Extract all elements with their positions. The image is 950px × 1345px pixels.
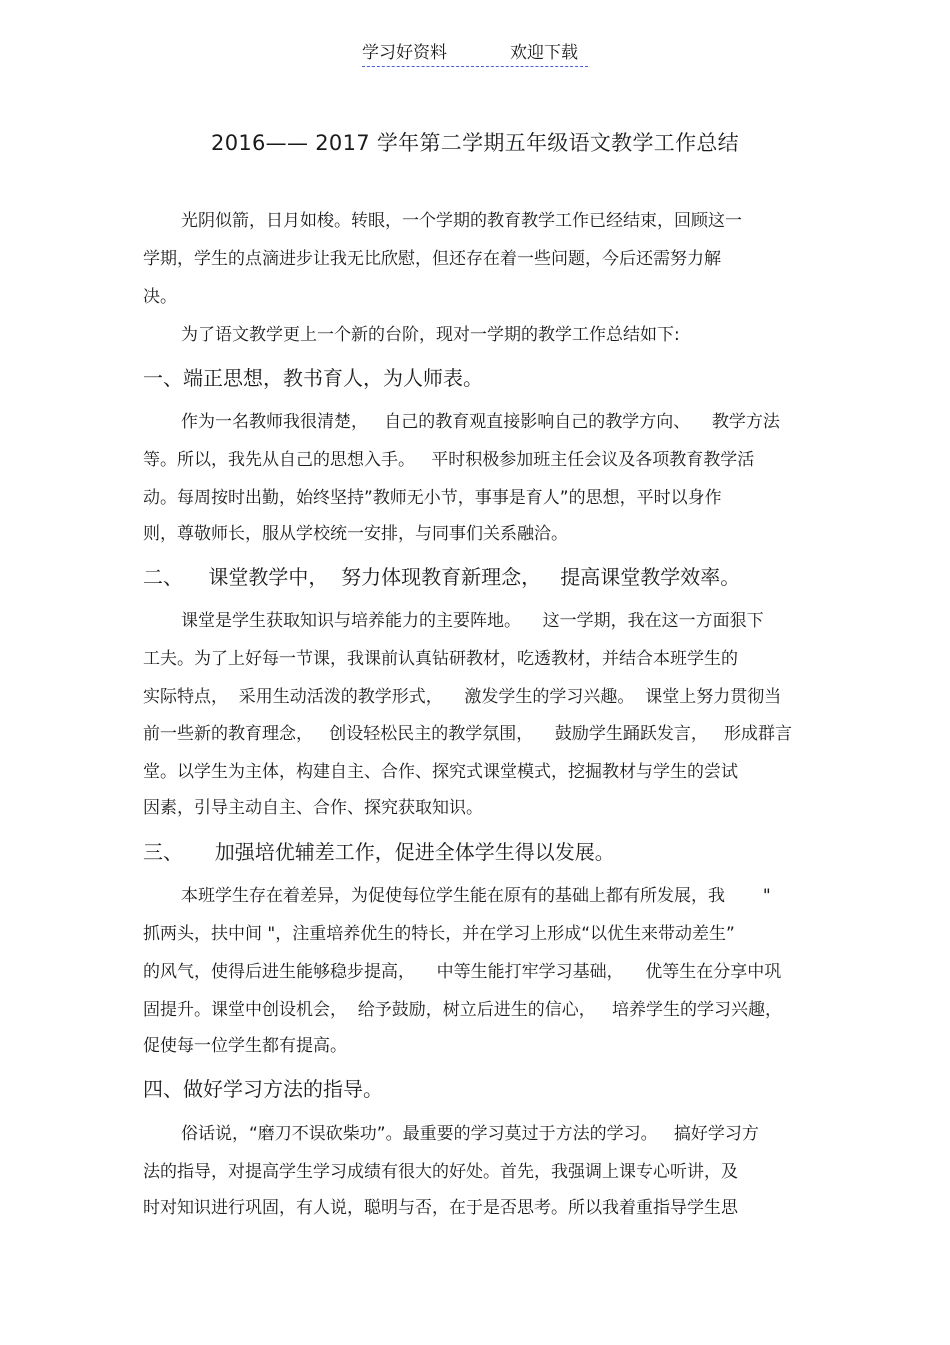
paragraph-line: 光阴似箭，日月如梭。转眼，一个学期的教育教学工作已经结束，回顾这一 — [181, 211, 742, 231]
paragraph-line: 为了语文教学更上一个新的台阶，现对一学期的教学工作总结如下: — [181, 325, 680, 345]
paragraph-line: 的风气，使得后进生能够稳步提高， 中等生能打牢学习基础， 优等生在分享中巩 — [143, 962, 782, 982]
document-title: 2016—— 2017 学年第二学期五年级语文教学工作总结 — [211, 131, 739, 155]
section-heading: 一、端正思想，教书育人，为人师表。 — [143, 366, 483, 390]
paragraph-line: 促使每一位学生都有提高。 — [143, 1036, 347, 1056]
paragraph-line: 工夫。为了上好每一节课，我课前认真钻研教材，吃透教材，并结合本班学生的 — [143, 649, 738, 669]
paragraph-line: 时对知识进行巩固，有人说，聪明与否，在于是否思考。所以我着重指导学生思 — [143, 1198, 738, 1218]
paragraph-line: 则，尊敬师长，服从学校统一安排，与同事们关系融洽。 — [143, 524, 568, 544]
header-left-text: 学习好资料 — [362, 43, 447, 63]
paragraph-line: 固提升。课堂中创设机会， 给予鼓励，树立后进生的信心， 培养学生的学习兴趣， — [143, 1000, 783, 1020]
page-header — [362, 40, 588, 67]
paragraph-line: 本班学生存在着差异，为促使每位学生能在原有的基础上都有所发展，我 " — [181, 886, 771, 906]
paragraph-line: 堂。以学生为主体，构建自主、合作、探究式课堂模式，挖掘教材与学生的尝试 — [143, 762, 738, 782]
paragraph-line: 作为一名教师我很清楚， 自己的教育观直接影响自己的教学方向、 教学方法 — [181, 412, 780, 432]
paragraph-line: 因素，引导主动自主、合作、探究获取知识。 — [143, 798, 483, 818]
paragraph-line: 等。所以，我先从自己的思想入手。 平时积极参加班主任会议及各项教育教学活 — [143, 450, 755, 470]
section-heading: 二、 课堂教学中， 努力体现教育新理念， 提高课堂教学效率。 — [143, 565, 741, 589]
paragraph-line: 法的指导，对提高学生学习成绩有很大的好处。首先，我强调上课专心听讲，及 — [143, 1162, 738, 1182]
paragraph-line: 前一些新的教育理念， 创设轻松民主的教学氛围， 鼓励学生踊跃发言， 形成群言 — [143, 724, 793, 744]
section-heading: 四、做好学习方法的指导。 — [143, 1077, 383, 1101]
paragraph-line: 课堂是学生获取知识与培养能力的主要阵地。 这一学期，我在这一方面狠下 — [181, 611, 764, 631]
paragraph-line: 学期，学生的点滴进步让我无比欣慰，但还存在着一些问题，今后还需努力解 — [143, 249, 721, 269]
paragraph-line: 决。 — [143, 287, 177, 307]
paragraph-line: 抓两头，扶中间 "，注重培养优生的特长，并在学习上形成“以优生来带动差生” — [143, 924, 735, 944]
paragraph-line: 实际特点， 采用生动活泼的教学形式， 激发学生的学习兴趣。 课堂上努力贯彻当 — [143, 687, 782, 707]
paragraph-line: 动。每周按时出勤，始终坚持”教师无小节，事事是育人”的思想，平时以身作 — [143, 488, 722, 508]
paragraph-line: 俗话说，“磨刀不误砍柴功”。最重要的学习莫过于方法的学习。 搞好学习方 — [181, 1124, 759, 1144]
header-right-text: 欢迎下载 — [510, 43, 578, 63]
section-heading: 三、 加强培优辅差工作，促进全体学生得以发展。 — [143, 840, 615, 864]
